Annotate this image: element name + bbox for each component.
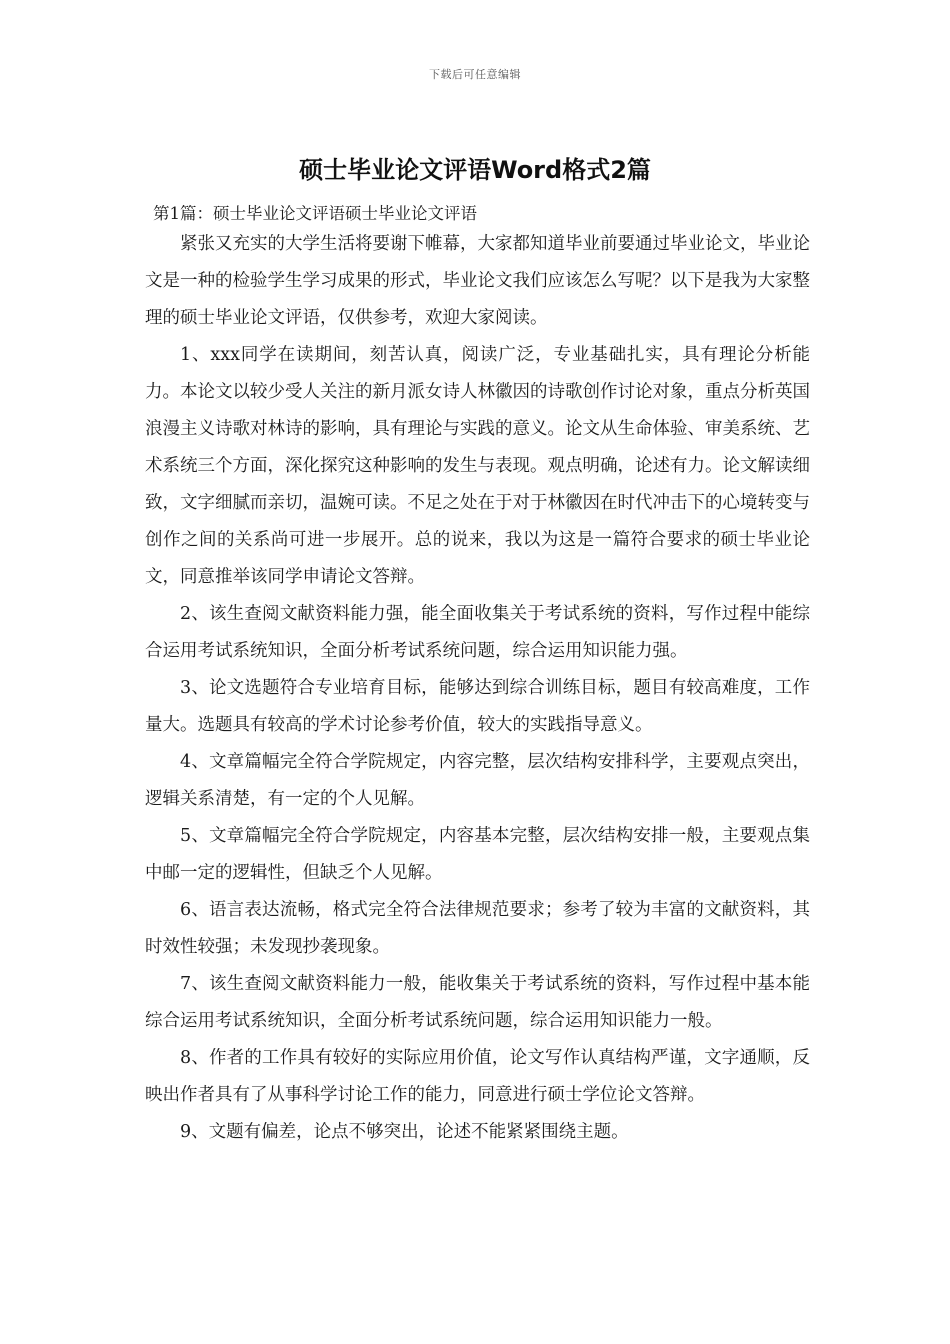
comment-paragraph-1: 1、xxx同学在读期间，刻苦认真，阅读广泛，专业基础扎实，具有理论分析能力。本论文以较少受人关注的新月派女诗人林徽因的诗歌创作讨论对象，重点分析英国浪漫主义诗歌对林诗的影响，具有理论与实践的意义。论文从生命体验、审美系统、艺术系统三个方面，深化探究这种影响的发生与表现。观点明确，论述有力。论文解读细致，文字细腻而亲切，温婉可读。不足之处在于对于林徽因在时代冲击下的心境转变与创作之间的关系尚可进一步展开。总的说来，我以为这是一篇符合要求的硕士毕业论文，同意推举该同学申请论文答辩。: [145, 345, 810, 587]
document-title: 硕士毕业论文评语Word格式2篇: [299, 156, 651, 184]
comment-paragraph-6: 6、语言表达流畅，格式完全符合法律规范要求；参考了较为丰富的文献资料，其时效性较强；未发现抄袭现象。: [145, 900, 810, 957]
comment-paragraph-8: 8、作者的工作具有较好的实际应用价值，论文写作认真结构严谨，文字通顺，反映出作者具有了从事科学讨论工作的能力，同意进行硕士学位论文答辩。: [145, 1048, 810, 1105]
section-heading: 第1篇：硕士毕业论文评语硕士毕业论文评语: [153, 204, 477, 223]
header-note: 下载后可任意编辑: [429, 68, 521, 81]
comment-paragraph-3: 3、论文选题符合专业培育目标，能够达到综合训练目标，题目有较高难度，工作量大。选题具有较高的学术讨论参考价值，较大的实践指导意义。: [145, 678, 810, 735]
comment-paragraph-2: 2、该生查阅文献资料能力强，能全面收集关于考试系统的资料，写作过程中能综合运用考试系统知识，全面分析考试系统问题，综合运用知识能力强。: [145, 604, 810, 661]
comment-paragraph-5: 5、文章篇幅完全符合学院规定，内容基本完整，层次结构安排一般，主要观点集中邮一定的逻辑性，但缺乏个人见解。: [145, 826, 810, 883]
comment-paragraph-9: 9、文题有偏差，论点不够突出，论述不能紧紧围绕主题。: [180, 1122, 629, 1142]
intro-paragraph: 紧张又充实的大学生活将要谢下帷幕，大家都知道毕业前要通过毕业论文，毕业论文是一种的检验学生学习成果的形式，毕业论文我们应该怎么写呢？以下是我为大家整理的硕士毕业论文评语，仅供参考，欢迎大家阅读。: [145, 234, 810, 328]
document-body: [145, 226, 810, 1151]
comment-paragraph-4: 4、文章篇幅完全符合学院规定，内容完整，层次结构安排科学，主要观点突出，逻辑关系清楚，有一定的个人见解。: [145, 752, 810, 809]
comment-paragraph-7: 7、该生查阅文献资料能力一般，能收集关于考试系统的资料，写作过程中基本能综合运用考试系统知识，全面分析考试系统问题，综合运用知识能力一般。: [145, 974, 810, 1031]
